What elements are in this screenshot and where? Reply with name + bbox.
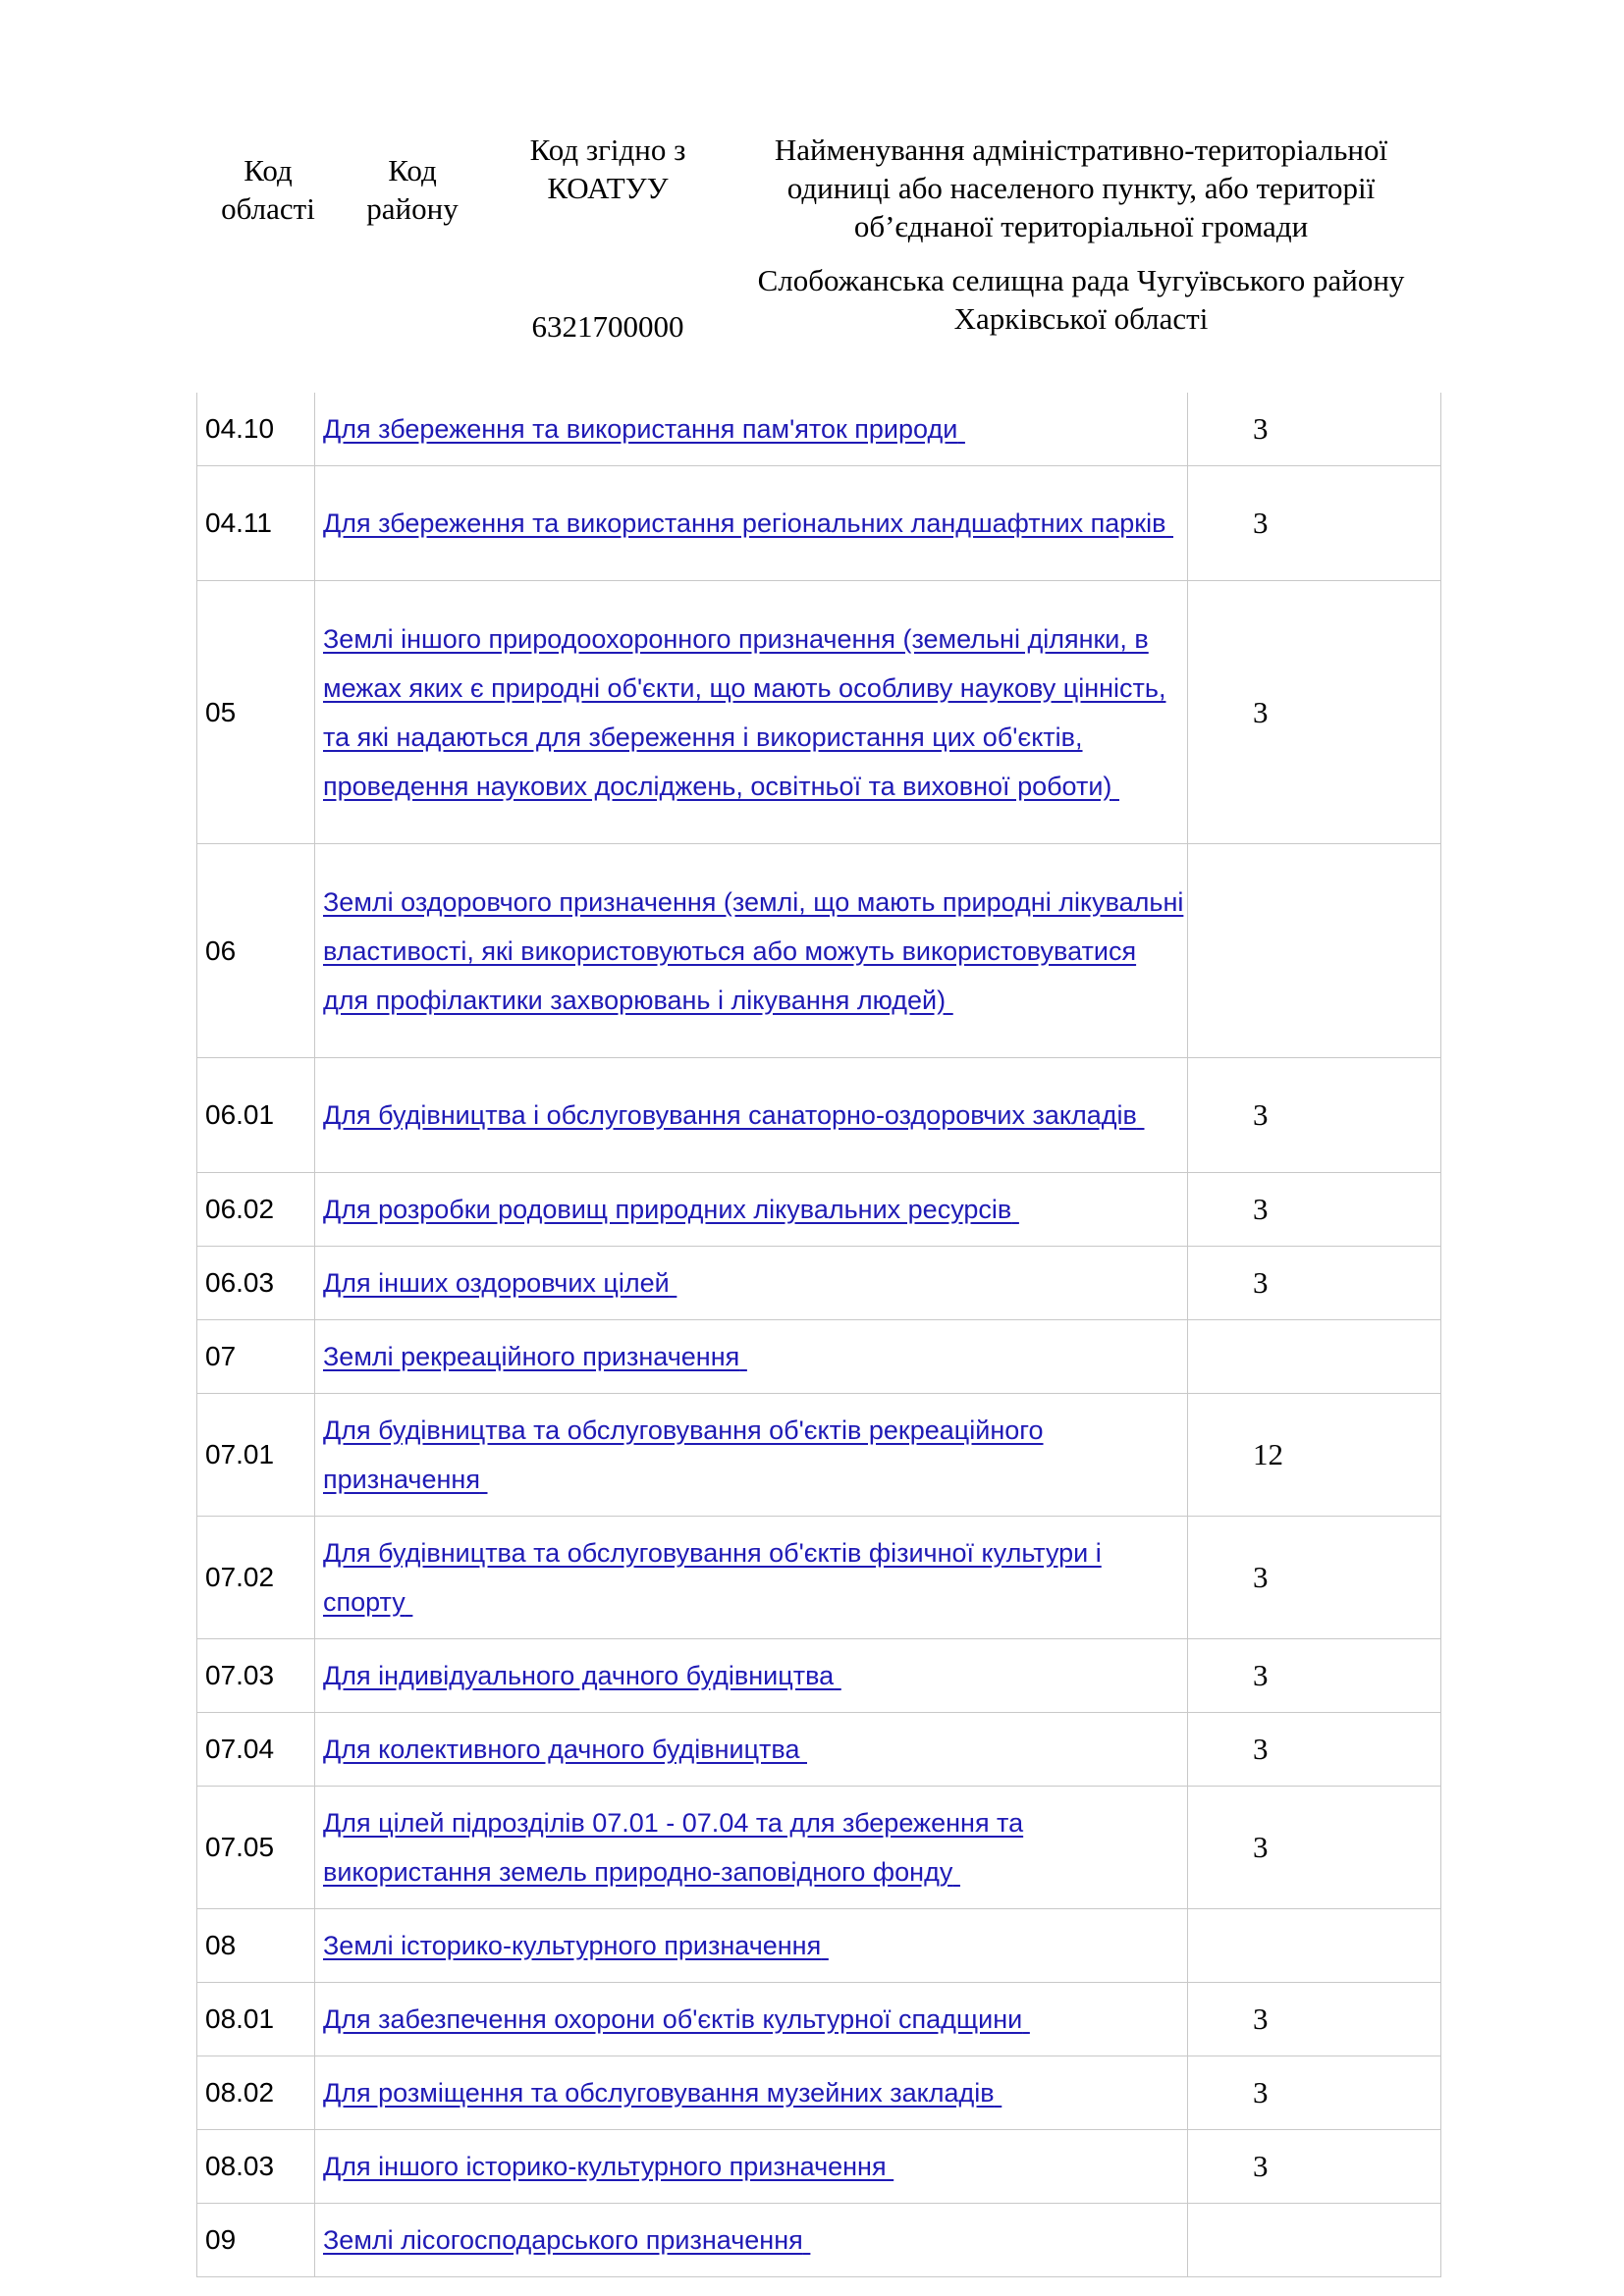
row-code: 07.04 [197, 1713, 315, 1787]
row-name-link[interactable]: Землі історико-культурного призначення [323, 1931, 822, 1960]
row-value: 3 [1188, 1058, 1441, 1173]
row-name-link[interactable]: Для колективного дачного будівництва [323, 1735, 800, 1764]
row-name-cell [315, 1983, 1188, 2056]
row-value [1188, 2204, 1441, 2277]
row-value: 3 [1188, 1247, 1441, 1320]
row-value: 3 [1188, 393, 1441, 466]
row-name-link[interactable]: Для будівництва та обслуговування об'єктів рекреаційного призначення [323, 1415, 1044, 1494]
row-name-cell [315, 466, 1188, 581]
row-name-cell [315, 393, 1188, 466]
table-row [197, 1320, 1441, 1394]
row-name-link[interactable]: Для забезпечення охорони об'єктів культурної спадщини [323, 2004, 1023, 2034]
row-name-link[interactable]: Землі іншого природоохоронного призначення (земельні ділянки, в межах яких є природні об'єкти, що мають особливу наукову цінність, та які надаються для збереження і використання цих об'єктів, проведення наукових досліджень, освітньої та виховної роботи) [323, 623, 1166, 801]
row-name-cell [315, 1713, 1188, 1787]
row-name-cell [315, 1909, 1188, 1983]
table-row [197, 1639, 1441, 1713]
table-row [197, 581, 1441, 844]
row-name-link[interactable]: Для індивідуального дачного будівництва [323, 1661, 835, 1690]
header-oblast-code: Код області [221, 153, 315, 226]
row-code: 04.11 [197, 466, 315, 581]
koatuu-code-value: 6321700000 [531, 309, 684, 344]
row-name-link[interactable]: Землі рекреаційного призначення [323, 1342, 740, 1371]
land-purpose-table [196, 393, 1441, 2277]
row-name-link[interactable]: Для будівництва та обслуговування об'єктів фізичної культури і спорту [323, 1538, 1102, 1617]
row-code: 08.01 [197, 1983, 315, 2056]
row-value: 3 [1188, 1639, 1441, 1713]
row-value: 3 [1188, 1173, 1441, 1247]
row-value [1188, 1909, 1441, 1983]
row-value: 3 [1188, 1713, 1441, 1787]
row-name-cell [315, 2204, 1188, 2277]
row-name-cell [315, 844, 1188, 1058]
row-name-cell [315, 1394, 1188, 1517]
row-value: 3 [1188, 1517, 1441, 1639]
row-code: 08.02 [197, 2056, 315, 2130]
table-row [197, 1517, 1441, 1639]
row-value: 3 [1188, 2056, 1441, 2130]
row-code: 07.01 [197, 1394, 315, 1517]
row-name-cell [315, 1058, 1188, 1173]
row-code: 08.03 [197, 2130, 315, 2204]
table-row [197, 1394, 1441, 1517]
row-name-link[interactable]: Для будівництва і обслуговування санаторно-оздоровчих закладів [323, 1100, 1137, 1130]
row-value: 3 [1188, 1787, 1441, 1909]
row-code: 08 [197, 1909, 315, 1983]
row-name-link[interactable]: Землі оздоровчого призначення (землі, що мають природні лікувальні властивості, які використовуються або можуть використовуватися для профілактики захворювань і лікування людей) [323, 886, 1184, 1015]
table-row [197, 1713, 1441, 1787]
table-row [197, 2204, 1441, 2277]
table-row [197, 1247, 1441, 1320]
row-code: 07.02 [197, 1517, 315, 1639]
row-value: 3 [1188, 1983, 1441, 2056]
row-value: 3 [1188, 581, 1441, 844]
row-name-cell [315, 1787, 1188, 1909]
row-code: 07.05 [197, 1787, 315, 1909]
row-value [1188, 1320, 1441, 1394]
row-name-cell [315, 1517, 1188, 1639]
row-name-link[interactable]: Для інших оздоровчих цілей [323, 1268, 670, 1298]
row-code: 07 [197, 1320, 315, 1394]
row-value: 12 [1188, 1394, 1441, 1517]
row-name-cell [315, 581, 1188, 844]
council-name: Слобожанська селищна рада Чугуївського району Харківської області [757, 263, 1405, 336]
row-name-link[interactable]: Для збереження та використання регіональних ландшафтних парків [323, 508, 1166, 538]
table-row [197, 1058, 1441, 1173]
table-row [197, 466, 1441, 581]
row-value [1188, 844, 1441, 1058]
row-name-cell [315, 2056, 1188, 2130]
table-row [197, 1983, 1441, 2056]
table-row [197, 2130, 1441, 2204]
row-name-link[interactable]: Для розміщення та обслуговування музейних закладів [323, 2078, 995, 2108]
header-unit-name: Найменування адміністративно-територіальної одиниці або населеного пункту, або території об’єднаної територіальної громади [774, 133, 1388, 243]
table-row [197, 1173, 1441, 1247]
row-code: 09 [197, 2204, 315, 2277]
row-code: 06.03 [197, 1247, 315, 1320]
row-code: 06.01 [197, 1058, 315, 1173]
row-code: 04.10 [197, 393, 315, 466]
table-row [197, 393, 1441, 466]
table-row [197, 1787, 1441, 1909]
header-koatuu-code: Код згідно з КОАТУУ [529, 133, 686, 205]
row-code: 05 [197, 581, 315, 844]
row-name-cell [315, 1639, 1188, 1713]
table-row [197, 2056, 1441, 2130]
row-name-link[interactable]: Для цілей підрозділів 07.01 - 07.04 та для збереження та використання земель природно-заповідного фонду [323, 1808, 1024, 1887]
row-name-cell [315, 1247, 1188, 1320]
table-row [197, 844, 1441, 1058]
row-code: 07.03 [197, 1639, 315, 1713]
row-name-cell [315, 1320, 1188, 1394]
row-value: 3 [1188, 2130, 1441, 2204]
row-code: 06 [197, 844, 315, 1058]
row-name-cell [315, 2130, 1188, 2204]
row-name-link[interactable]: Для збереження та використання пам'яток природи [323, 414, 958, 444]
row-name-link[interactable]: Для іншого історико-культурного призначення [323, 2152, 887, 2181]
row-name-link[interactable]: Для розробки родовищ природних лікувальних ресурсів [323, 1195, 1012, 1224]
table-row [197, 1909, 1441, 1983]
row-name-link[interactable]: Землі лісогосподарського призначення [323, 2225, 803, 2255]
header-rayon-code: Код району [366, 153, 459, 226]
row-code: 06.02 [197, 1173, 315, 1247]
row-name-cell [315, 1173, 1188, 1247]
row-value: 3 [1188, 466, 1441, 581]
